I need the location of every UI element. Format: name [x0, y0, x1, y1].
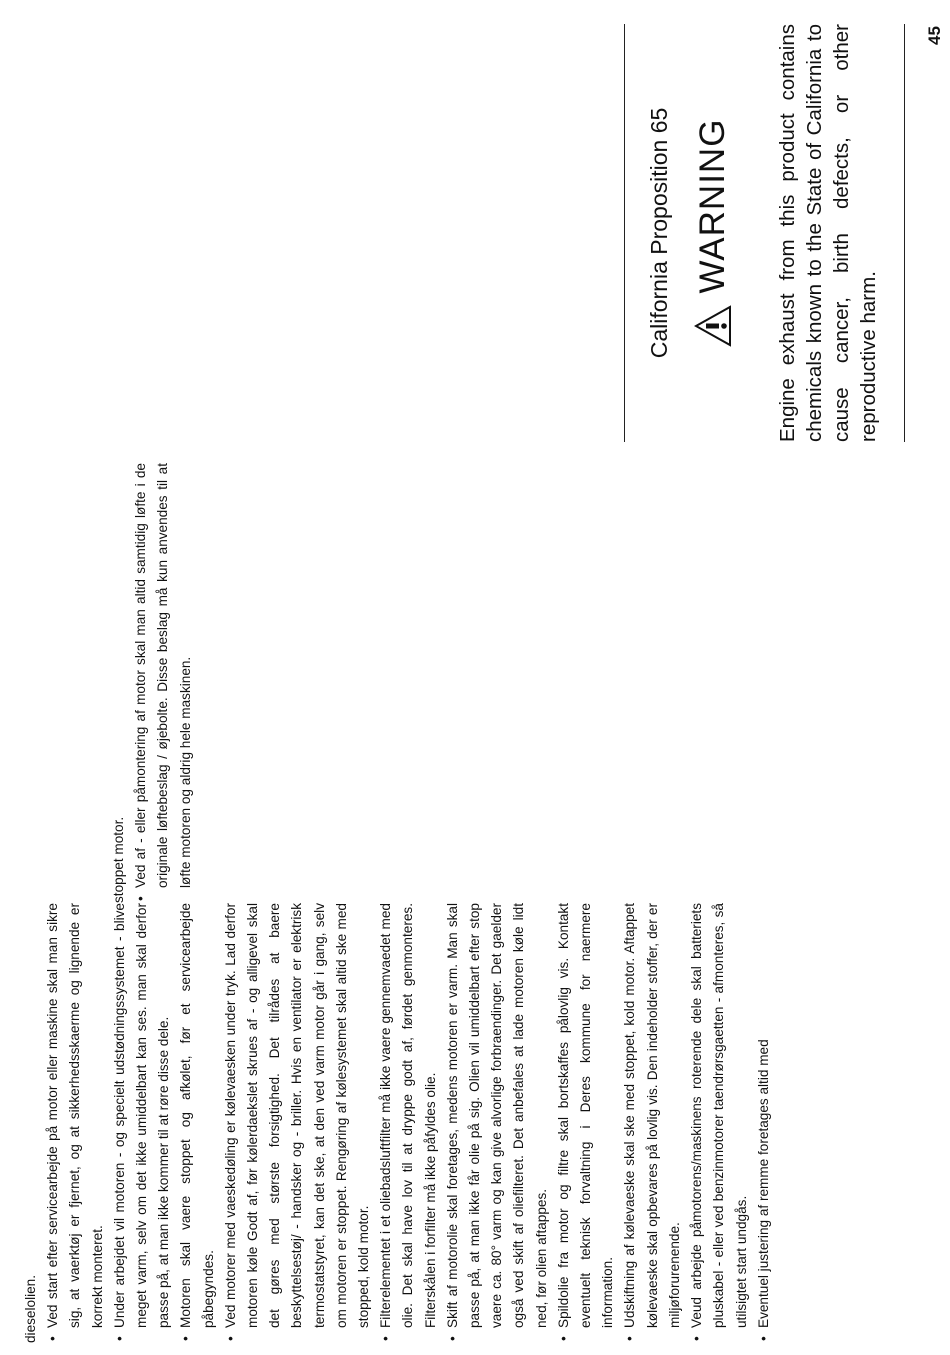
list-item: • Motoren skal vaere stoppet og afkølet, før et servicearbejde påbegyndes. [175, 903, 219, 1343]
list-item: • Eventuel justering af remme foretages altid med [753, 903, 775, 1343]
continued-text: dieselolien. [23, 1274, 38, 1343]
safety-column-right [108, 463, 197, 903]
list-item: • Spildolie fra motor og filtre skal bortskaffes pålovlig vis. Kontakt eventuelt teknisk forvaltning i Deres kommune for naermere information. [553, 903, 620, 1343]
list-item: • Udskiftning af kølevaeske skal ske med stoppet, kold motor. Aftappet kølevaeske skal opbevares på lovlig vis. Den indeholder stoffer, der er miljøforurenende. [619, 903, 686, 1343]
warning-triangle-icon [694, 305, 732, 347]
divider [624, 24, 625, 442]
safety-list-left [42, 903, 775, 1343]
continued-text: stoppet motor. [111, 816, 126, 903]
list-item: • Filterelementet i et oliebadsluftfilter må ikke vaere gennemvaedet med olie. Det skal have lov til at dryppe godt af, førdet genmonteres. Filterskålen i forfilter må ikke påfyldes olie. [375, 903, 442, 1343]
list-item: • Ved start efter servicearbejde på motor eller maskine skal man sikre sig, at vaerktøj er fjernet, og at sikkerhedsskaerme og lignende er korrekt monteret. [42, 903, 109, 1343]
list-item: • Ved af - eller påmontering af motor skal man altid samtidig løfte i de originale løftebeslag / øjebolte. Disse beslag må kun anvendes til at løfte motoren og aldrig hele maskinen. [130, 463, 197, 903]
divider [904, 24, 905, 442]
warning-label-row [686, 24, 740, 442]
safety-column-left [20, 903, 775, 1343]
list-item: • Ved motorer med vaeskedøling er kølevaesken under tryk. Lad derfor motoren køle Godt af, før kølerdaekslet skrues af - og alligevel skal det gøres med største forsigtighed. Det tilrådes at baere beskyttelsestøj/ - handsker og - briller. Hvis en ventilator er elektrisk termostatstyret, kan det ske, at den ved varm motor går i gang, selv om motoren er stoppet. Rengøring af kølesystemet skal altid ske med stopped, kold motor. [220, 903, 375, 1343]
warning-text: Engine exhaust from this product contains chemicals known to the State of California to cause cancer, birth defects, or other reproductive harm. [776, 24, 880, 442]
warning-label: WARNING [693, 118, 732, 294]
prop65-warning-box [624, 24, 906, 442]
list-item: • Skift af motorolie skal foretages, medens motoren er varm. Man skal passe på, at man ikke får olie på sig. Olien vil umiddelbart efter stop vaere ca. 80° varm og kan give alvorlige forbraendinger. Det gaelder også ved skift af oliefilteret. Det anbefales at lade motoren køle lidt ned, før olien aftappes. [442, 903, 553, 1343]
warning-heading: California Proposition 65 [646, 107, 672, 359]
page-number: 45 [925, 26, 944, 45]
safety-list-right [130, 463, 197, 903]
list-item: • Under arbejdet vil motoren - og specielt udstødningssystemet - blive meget varm, selv om det ikke umiddelbart kan ses. man skal derfor passe på, at man ikke kommer til at røre disse dele. [109, 903, 176, 1343]
list-item: • Veud arbejde påmotorens/maskinens roterende dele skal batteriets pluskabel - eller ved benzinmotorer taendrørsgaetten - afmonteres, så utilsigtet start undgås. [686, 903, 753, 1343]
